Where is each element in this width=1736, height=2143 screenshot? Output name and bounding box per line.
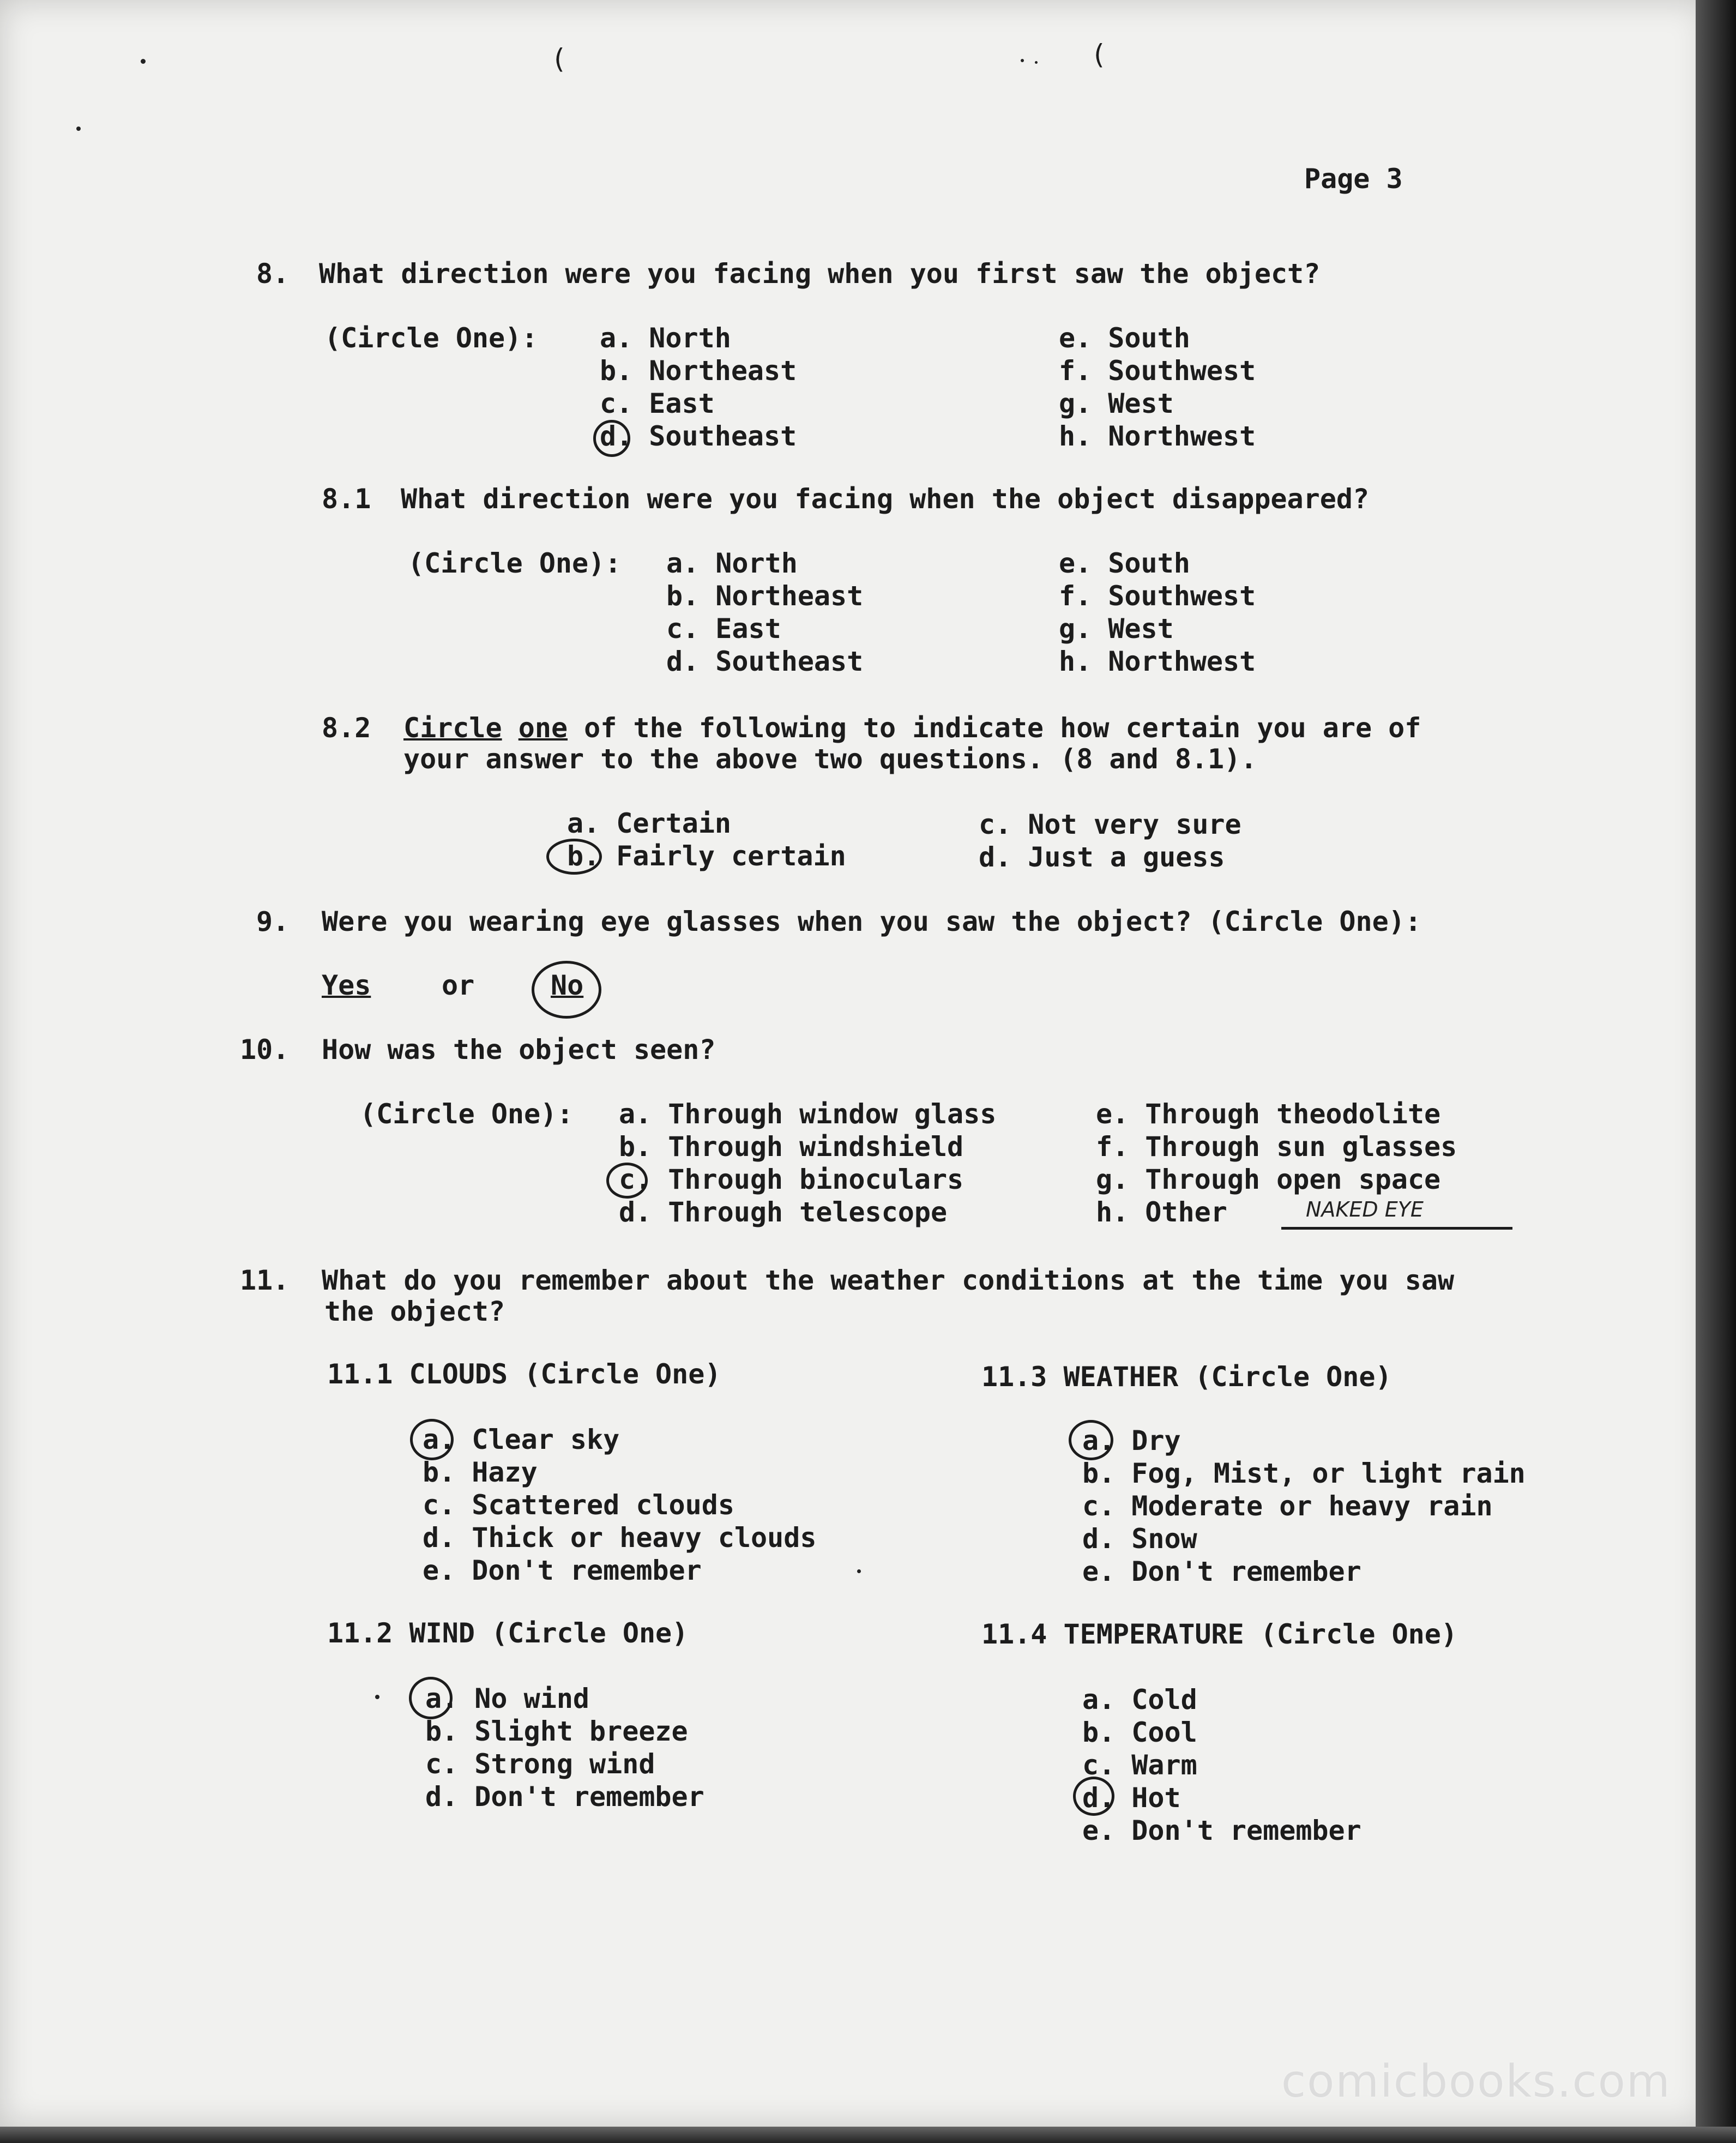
speck	[76, 127, 81, 131]
q11-4-option: a. Cold	[1082, 1684, 1197, 1715]
q9-no: No	[551, 970, 584, 1001]
q11-1-option: a. Clear sky	[423, 1424, 620, 1455]
q11-question-line1: What do you remember about the weather conditions at the time you saw	[322, 1265, 1455, 1296]
q10-question: How was the object seen?	[322, 1034, 716, 1066]
q8-option: f. Southwest	[1059, 355, 1256, 387]
q8-2-question-rest: of the following to indicate how certain you are of	[584, 712, 1421, 744]
q11-4-answer-circle	[1073, 1777, 1114, 1816]
q8-2-option: c. Not very sure	[979, 809, 1241, 840]
q8-1-option: g. West	[1059, 613, 1174, 645]
q8-option: h. Northwest	[1059, 420, 1256, 452]
q11-1-heading: 11.1 CLOUDS (Circle One)	[327, 1358, 721, 1390]
speck	[1035, 61, 1038, 64]
q11-2-answer-circle	[409, 1677, 453, 1719]
circle-word: Circle	[403, 712, 502, 744]
q11-4-option: b. Cool	[1082, 1717, 1197, 1748]
q10-other-handwriting: NAKED EYE	[1306, 1197, 1424, 1221]
q8-1-option: d. Southeast	[666, 646, 864, 677]
q11-3-option: e. Don't remember	[1082, 1556, 1361, 1587]
q11-4-option: d. Hot	[1082, 1782, 1181, 1814]
q8-2-option: b. Fairly certain	[567, 840, 846, 872]
q11-1-option: b. Hazy	[423, 1456, 538, 1488]
q8-1-option: f. Southwest	[1059, 580, 1256, 612]
q10-option: a. Through window glass	[619, 1098, 997, 1130]
q11-3-heading: 11.3 WEATHER (Circle One)	[981, 1361, 1392, 1393]
q11-question-line2: the object?	[324, 1296, 505, 1327]
q8-option: d. Southeast	[600, 420, 797, 452]
q8-2-question-line2: your answer to the above two questions. (8 and 8.1).	[403, 743, 1257, 775]
q10-option: h. Other	[1096, 1196, 1227, 1228]
q11-4-option: e. Don't remember	[1082, 1815, 1361, 1846]
q11-number: 11.	[240, 1265, 290, 1296]
q11-4-heading: 11.4 TEMPERATURE (Circle One)	[981, 1618, 1457, 1650]
q8-option: e. South	[1059, 322, 1190, 354]
q8-instruction: (Circle One):	[324, 322, 538, 354]
q10-option: f. Through sun glasses	[1096, 1131, 1457, 1163]
q11-3-option: c. Moderate or heavy rain	[1082, 1490, 1493, 1522]
q8-2-option: a. Certain	[567, 808, 732, 839]
q8-answer-circle	[593, 420, 630, 457]
q11-4-option: c. Warm	[1082, 1749, 1197, 1781]
q8-option: g. West	[1059, 388, 1174, 419]
q10-number: 10.	[240, 1034, 290, 1066]
q8-1-option: e. South	[1059, 547, 1190, 579]
q8-1-question: What direction were you facing when the object disappeared?	[401, 483, 1370, 515]
speck	[141, 59, 146, 64]
q8-2-option: d. Just a guess	[979, 841, 1225, 873]
q8-1-option: c. East	[666, 613, 781, 645]
q10-option: c. Through binoculars	[619, 1164, 964, 1195]
q8-option: b. Northeast	[600, 355, 797, 387]
q10-option: e. Through theodolite	[1096, 1098, 1441, 1130]
q9-answer-circle	[532, 961, 601, 1019]
q8-1-number: 8.1	[322, 483, 371, 515]
scan-edge-bottom	[0, 2127, 1736, 2143]
q8-1-option: b. Northeast	[666, 580, 864, 612]
scan-edge-right	[1696, 0, 1736, 2143]
q8-option: c. East	[600, 388, 715, 419]
q10-other-line	[1281, 1227, 1512, 1230]
speck	[375, 1695, 379, 1699]
speck	[1021, 59, 1024, 62]
q11-3-answer-circle	[1069, 1420, 1113, 1460]
q8-question: What direction were you facing when you first saw the object?	[319, 258, 1321, 290]
q9-yes: Yes	[322, 970, 371, 1001]
q11-3-option: b. Fog, Mist, or light rain	[1082, 1458, 1526, 1489]
q8-1-option: h. Northwest	[1059, 646, 1256, 677]
q10-instruction: (Circle One):	[360, 1098, 574, 1130]
q11-1-option: e. Don't remember	[423, 1555, 702, 1586]
q9-question: Were you wearing eye glasses when you saw the object? (Circle One):	[322, 906, 1421, 937]
speck	[857, 1569, 861, 1573]
q11-3-option: a. Dry	[1082, 1425, 1181, 1456]
one-word: one	[518, 712, 568, 744]
q8-2-answer-circle	[546, 839, 602, 875]
q8-2-question-line1	[403, 712, 1421, 744]
q9-or: or	[442, 970, 475, 1001]
stray-paren-2: (	[1090, 39, 1107, 70]
q8-1-option: a. North	[666, 547, 798, 579]
q11-2-option: c. Strong wind	[425, 1748, 655, 1780]
q8-2-number: 8.2	[322, 712, 371, 744]
q11-1-option: d. Thick or heavy clouds	[423, 1522, 817, 1554]
q8-option: a. North	[600, 322, 731, 354]
q11-1-answer-circle	[410, 1419, 454, 1460]
page-number: Page 3	[1304, 163, 1403, 195]
q10-answer-circle	[606, 1163, 648, 1199]
q10-option: b. Through windshield	[619, 1131, 964, 1163]
watermark: comicbooks.com	[1281, 2056, 1671, 2108]
q11-2-option: d. Don't remember	[425, 1781, 704, 1813]
q10-option: g. Through open space	[1096, 1164, 1441, 1195]
q11-2-option: a. No wind	[425, 1683, 590, 1714]
q8-1-instruction: (Circle One):	[408, 547, 622, 579]
q11-2-option: b. Slight breeze	[425, 1715, 688, 1747]
stray-paren-1: (	[551, 43, 568, 75]
q11-1-option: c. Scattered clouds	[423, 1489, 734, 1521]
q11-3-option: d. Snow	[1082, 1523, 1197, 1555]
q10-option: d. Through telescope	[619, 1196, 948, 1228]
q11-2-heading: 11.2 WIND (Circle One)	[327, 1617, 689, 1649]
q8-number: 8.	[256, 258, 290, 290]
q9-number: 9.	[256, 906, 290, 937]
